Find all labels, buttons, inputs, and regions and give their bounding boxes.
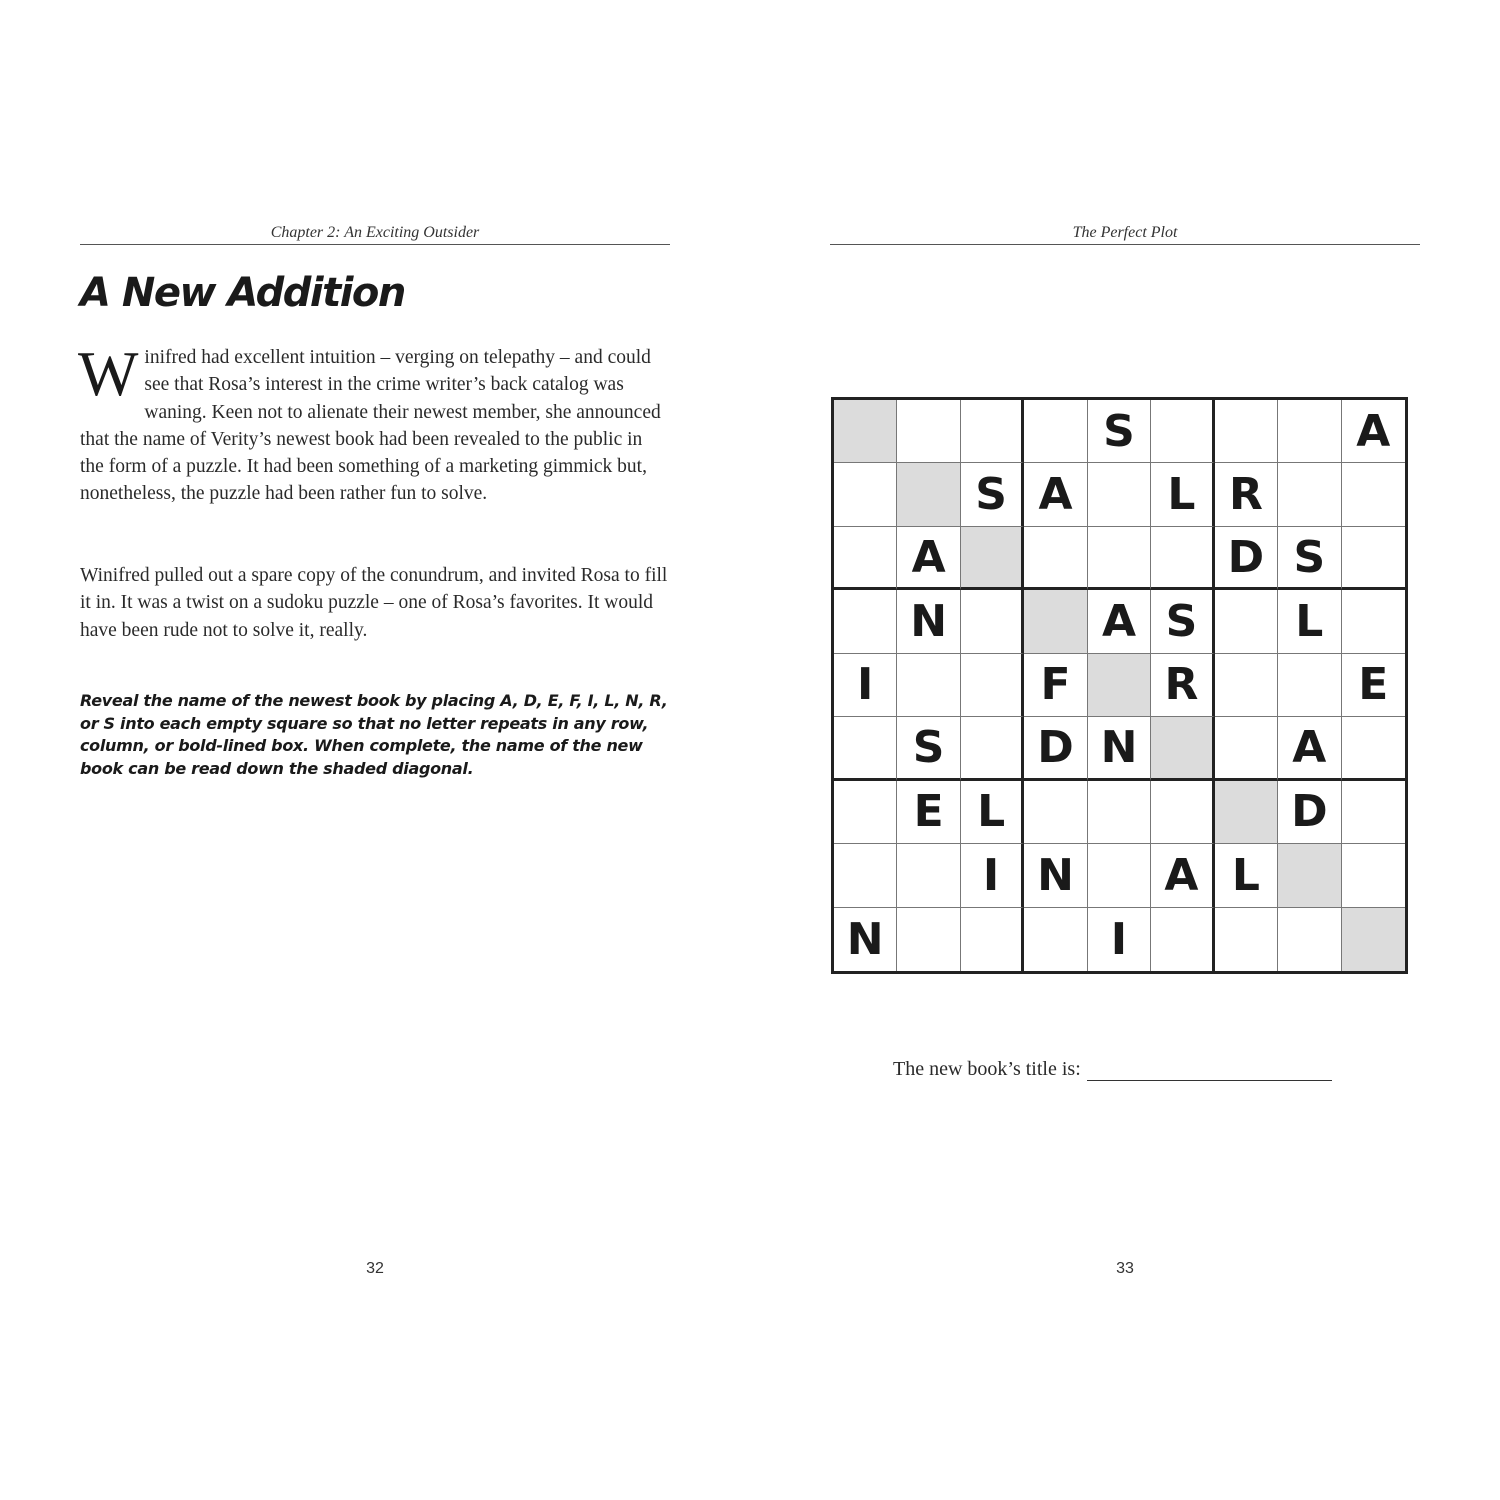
- drop-cap: W: [78, 338, 139, 409]
- grid-cell[interactable]: [1215, 654, 1278, 717]
- grid-cell: D: [1278, 781, 1341, 844]
- grid-cell[interactable]: [1278, 400, 1341, 463]
- running-head-left: Chapter 2: An Exciting Outsider: [80, 222, 670, 245]
- answer-label: The new book’s title is:: [893, 1058, 1081, 1080]
- grid-cell[interactable]: [897, 463, 960, 526]
- grid-cell[interactable]: [961, 527, 1024, 590]
- grid-cell[interactable]: [1215, 400, 1278, 463]
- grid-cell: E: [897, 781, 960, 844]
- grid-cell: R: [1215, 463, 1278, 526]
- grid-cell[interactable]: [834, 844, 897, 907]
- grid-cell: A: [1088, 590, 1151, 653]
- grid-cell[interactable]: [897, 654, 960, 717]
- grid-cell: L: [1151, 463, 1214, 526]
- grid-cell[interactable]: [961, 400, 1024, 463]
- grid-cell[interactable]: [961, 654, 1024, 717]
- grid-cell[interactable]: [1088, 527, 1151, 590]
- grid-cell[interactable]: [834, 717, 897, 780]
- grid-cell[interactable]: [961, 590, 1024, 653]
- page-number-right: 33: [1116, 1260, 1134, 1277]
- grid-cell[interactable]: [1088, 654, 1151, 717]
- grid-cell[interactable]: [897, 908, 960, 971]
- page-number-left: 32: [366, 1260, 384, 1277]
- grid-cell[interactable]: [1024, 527, 1087, 590]
- grid-cell[interactable]: [1024, 400, 1087, 463]
- grid-cell[interactable]: [834, 590, 897, 653]
- page-title: A New Addition: [80, 270, 405, 316]
- grid-cell[interactable]: [1342, 590, 1405, 653]
- grid-cell: I: [834, 654, 897, 717]
- grid-cell: I: [1088, 908, 1151, 971]
- grid-cell[interactable]: [1278, 844, 1341, 907]
- grid-cell[interactable]: [1342, 527, 1405, 590]
- grid-cell: A: [897, 527, 960, 590]
- grid-cell: S: [1278, 527, 1341, 590]
- grid-cell: E: [1342, 654, 1405, 717]
- grid-cell[interactable]: [1151, 400, 1214, 463]
- grid-cell[interactable]: [897, 844, 960, 907]
- grid-cell[interactable]: [1151, 717, 1214, 780]
- grid-cell[interactable]: [1278, 463, 1341, 526]
- grid-cell: S: [1088, 400, 1151, 463]
- grid-cell: I: [961, 844, 1024, 907]
- body-paragraph-1-text: inifred had excellent intuition – verging on telepathy – and could see that Rosa’s interest in the crime writer’s back catalog was waning. Keen not to alienate their newest member, she announced that the name of Verity’s newest book had been revealed to the public in the form of a puzzle. It had been something of a marketing gimmick but, nonetheless, the puzzle had been rather fun to solve.: [80, 347, 661, 505]
- grid-cell[interactable]: [1342, 781, 1405, 844]
- right-page: [750, 0, 1500, 1500]
- answer-prompt: [893, 1058, 1332, 1081]
- grid-cell: L: [961, 781, 1024, 844]
- grid-cell[interactable]: [1088, 463, 1151, 526]
- grid-cell[interactable]: [1088, 844, 1151, 907]
- grid-cell: F: [1024, 654, 1087, 717]
- body-paragraph-2: Winifred pulled out a spare copy of the conundrum, and invited Rosa to fill it in. It was a twist on a sudoku puzzle – one of Rosa’s favorites. It would have been rude not to solve it, really.: [80, 565, 668, 641]
- grid-cell[interactable]: [834, 400, 897, 463]
- grid-cell[interactable]: [1024, 590, 1087, 653]
- grid-cell[interactable]: [1215, 908, 1278, 971]
- grid-cell: N: [1024, 844, 1087, 907]
- puzzle-instructions: Reveal the name of the newest book by placing A, D, E, F, I, L, N, R, or S into each empty square so that no letter repeats in any row, column, or bold-lined box. When complete, the name of the new book can be read down the shaded diagonal.: [80, 691, 668, 778]
- grid-cell[interactable]: [1342, 463, 1405, 526]
- grid-cell[interactable]: [1215, 590, 1278, 653]
- grid-cell: L: [1278, 590, 1341, 653]
- letter-sudoku-grid: [831, 397, 1408, 974]
- grid-cell: S: [1151, 590, 1214, 653]
- grid-cell: N: [834, 908, 897, 971]
- grid-cell: N: [1088, 717, 1151, 780]
- grid-cell: A: [1278, 717, 1341, 780]
- grid-cell: S: [897, 717, 960, 780]
- grid-cell[interactable]: [834, 527, 897, 590]
- running-head-right: The Perfect Plot: [830, 222, 1420, 245]
- grid-cell[interactable]: [1024, 781, 1087, 844]
- grid-cell[interactable]: [1024, 908, 1087, 971]
- grid-cell: S: [961, 463, 1024, 526]
- grid-cell: R: [1151, 654, 1214, 717]
- grid-cell[interactable]: [897, 400, 960, 463]
- grid-cell[interactable]: [1088, 781, 1151, 844]
- grid-cell[interactable]: [961, 908, 1024, 971]
- grid-cell[interactable]: [1342, 717, 1405, 780]
- grid-cell[interactable]: [961, 717, 1024, 780]
- grid-cell: A: [1151, 844, 1214, 907]
- grid-cell: A: [1342, 400, 1405, 463]
- grid-cell: A: [1024, 463, 1087, 526]
- grid-cell[interactable]: [1151, 908, 1214, 971]
- grid-cell[interactable]: [1151, 527, 1214, 590]
- grid-cell[interactable]: [834, 781, 897, 844]
- grid-cell[interactable]: [1278, 908, 1341, 971]
- grid-cell[interactable]: [1278, 654, 1341, 717]
- grid-cell[interactable]: [1215, 781, 1278, 844]
- grid-cell: L: [1215, 844, 1278, 907]
- grid-cell[interactable]: [1215, 717, 1278, 780]
- grid-cell[interactable]: [1342, 908, 1405, 971]
- grid-cell[interactable]: [1151, 781, 1214, 844]
- grid-cell: D: [1215, 527, 1278, 590]
- grid-cell[interactable]: [834, 463, 897, 526]
- grid-cell[interactable]: [1342, 844, 1405, 907]
- grid-cell: D: [1024, 717, 1087, 780]
- answer-line[interactable]: [1087, 1060, 1332, 1081]
- grid-cell: N: [897, 590, 960, 653]
- body-paragraph-1: [78, 338, 670, 508]
